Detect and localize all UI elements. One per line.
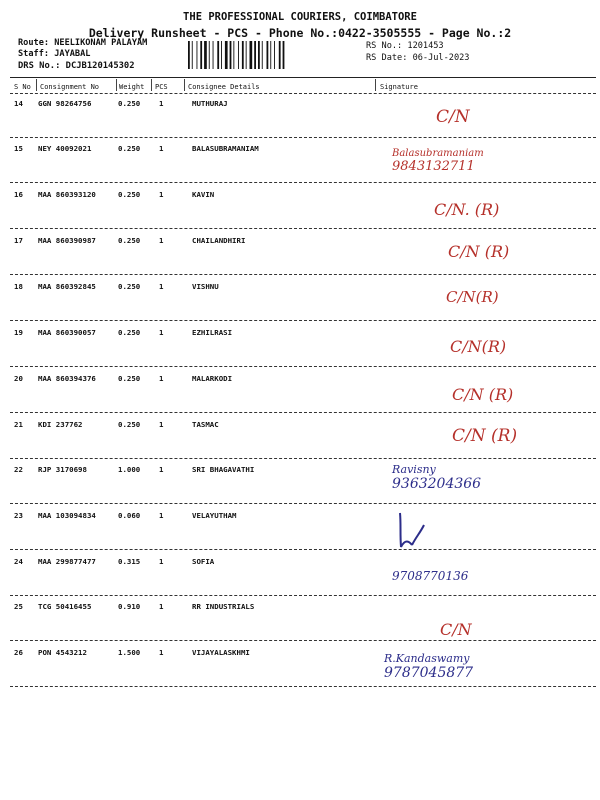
- rs-number: RS No.: 1201453: [366, 41, 444, 51]
- row-consignee: VIJAYALASKHMI: [192, 648, 250, 657]
- signature-name: Ravisny: [392, 463, 436, 476]
- row-consignment-no: RJP 3170698: [38, 465, 87, 474]
- row-sno: 16: [14, 190, 23, 199]
- runsheet-subtitle: Delivery Runsheet - PCS - Phone No.:0422-3505555 - Page No.:2: [88, 26, 512, 40]
- row-weight: 0.250: [118, 420, 141, 429]
- table-row: [0, 236, 600, 282]
- table-row: [0, 557, 600, 603]
- row-consignee: CHAILANDHIRI: [192, 236, 246, 245]
- barcode-bar: [262, 41, 263, 69]
- row-consignee: TASMAC: [192, 420, 219, 429]
- row-sno: 19: [14, 328, 23, 337]
- row-divider: [10, 137, 596, 138]
- table-row: [0, 602, 600, 648]
- row-signature: C/N(R): [450, 337, 507, 356]
- row-sno: 17: [14, 236, 23, 245]
- row-sno: 20: [14, 374, 23, 383]
- col-consignment: Consignment No: [40, 83, 100, 91]
- row-divider: [10, 366, 596, 367]
- barcode-bar: [188, 41, 190, 69]
- table-row: [0, 374, 600, 420]
- row-weight: 0.910: [118, 602, 141, 611]
- row-pcs: 1: [159, 511, 164, 520]
- row-consignee: VISHNU: [192, 282, 219, 291]
- row-divider: [10, 182, 596, 183]
- row-divider: [10, 640, 596, 641]
- row-weight: 0.250: [118, 99, 141, 108]
- row-weight: 0.250: [118, 144, 141, 153]
- barcode-bar: [230, 41, 232, 69]
- row-consignment-no: NEY 40092021: [38, 144, 92, 153]
- signature-phone: 9843132711: [392, 159, 475, 174]
- row-pcs: 1: [159, 99, 164, 108]
- row-signature: [392, 148, 484, 174]
- row-divider: [10, 458, 596, 459]
- signature-phone: 9363204366: [392, 476, 482, 492]
- col-signature: Signature: [380, 83, 418, 91]
- row-consignee: KAVIN: [192, 190, 215, 199]
- row-pcs: 1: [159, 328, 164, 337]
- row-pcs: 1: [159, 190, 164, 199]
- table-row: [0, 190, 600, 236]
- row-pcs: 1: [159, 236, 164, 245]
- row-divider: [10, 503, 596, 504]
- barcode-bar: [242, 41, 244, 69]
- barcode-bar: [204, 41, 207, 69]
- barcode-bar: [246, 41, 247, 69]
- row-signature: C/N. (R): [434, 200, 500, 219]
- row-consignment-no: MAA 299877477: [38, 557, 96, 566]
- table-row: [0, 511, 600, 557]
- row-consignment-no: MAA 860390057: [38, 328, 96, 337]
- row-sno: 24: [14, 557, 23, 566]
- barcode-bar: [197, 41, 198, 69]
- row-weight: 0.315: [118, 557, 141, 566]
- barcode: [188, 41, 348, 69]
- row-pcs: 1: [159, 602, 164, 611]
- row-sno: 22: [14, 465, 23, 474]
- barcode-bar: [200, 41, 202, 69]
- col-weight: Weight: [119, 83, 145, 91]
- row-signature: 9708770136: [392, 569, 469, 583]
- row-sno: 14: [14, 99, 23, 108]
- row-consignment-no: TCG 50416455: [38, 602, 92, 611]
- barcode-bar: [225, 41, 228, 69]
- row-weight: 1.500: [118, 648, 141, 657]
- header-top-rule: [10, 77, 596, 78]
- row-sno: 21: [14, 420, 23, 429]
- col-pcs: PCS: [155, 83, 168, 91]
- barcode-bar: [254, 41, 256, 69]
- col-consignee: Consignee Details: [188, 83, 260, 91]
- barcode-bar: [217, 41, 219, 69]
- row-divider: [10, 549, 596, 550]
- row-consignment-no: MAA 860392845: [38, 282, 96, 291]
- row-pcs: 1: [159, 465, 164, 474]
- row-sno: 26: [14, 648, 23, 657]
- row-consignment-no: GGN 98264756: [38, 99, 92, 108]
- col-divider: [151, 79, 152, 91]
- row-pcs: 1: [159, 420, 164, 429]
- barcode-bar: [274, 41, 275, 69]
- row-divider: [10, 686, 596, 687]
- row-sno: 15: [14, 144, 23, 153]
- row-consignee: MUTHURAJ: [192, 99, 228, 108]
- row-pcs: 1: [159, 144, 164, 153]
- col-sno: S No: [14, 83, 31, 91]
- table-row: [0, 99, 600, 145]
- barcode-bar: [267, 41, 269, 69]
- row-divider: [10, 412, 596, 413]
- barcode-bar: [279, 41, 281, 69]
- row-signature: C/N (R): [452, 385, 514, 404]
- company-name: THE PROFESSIONAL COURIERS, COIMBATORE: [183, 11, 417, 23]
- table-row: [0, 420, 600, 466]
- row-signature: [384, 652, 473, 681]
- row-weight: 1.000: [118, 465, 141, 474]
- col-divider: [116, 79, 117, 91]
- barcode-bar: [213, 41, 214, 69]
- row-weight: 0.250: [118, 328, 141, 337]
- col-divider: [184, 79, 185, 91]
- row-sno: 18: [14, 282, 23, 291]
- row-consignment-no: KDI 237762: [38, 420, 83, 429]
- row-consignment-no: MAA 860394376: [38, 374, 96, 383]
- table-row: [0, 465, 600, 511]
- row-pcs: 1: [159, 557, 164, 566]
- row-consignee: MALARKODI: [192, 374, 233, 383]
- row-weight: 0.250: [118, 236, 141, 245]
- barcode-bar: [250, 41, 253, 69]
- row-weight: 0.250: [118, 282, 141, 291]
- row-weight: 0.250: [118, 190, 141, 199]
- barcode-bar: [238, 41, 239, 69]
- row-consignee: EZHILRASI: [192, 328, 233, 337]
- row-consignment-no: MAA 860390987: [38, 236, 96, 245]
- table-row: [0, 282, 600, 328]
- barcode-bar: [221, 41, 222, 69]
- table-row: [0, 648, 600, 694]
- barcode-bar: [258, 41, 260, 69]
- row-consignment-no: PON 4543212: [38, 648, 87, 657]
- row-divider: [10, 320, 596, 321]
- header-bottom-rule: [10, 93, 596, 94]
- row-signature: C/N (R): [452, 426, 518, 446]
- row-pcs: 1: [159, 282, 164, 291]
- row-consignment-no: MAA 860393120: [38, 190, 96, 199]
- col-divider: [375, 79, 376, 91]
- row-signature: C/N(R): [446, 288, 499, 306]
- row-divider: [10, 274, 596, 275]
- staff-label: Staff: JAYABAL: [18, 49, 91, 59]
- signature-phone: 9787045877: [384, 665, 474, 681]
- rs-date: RS Date: 06-Jul-2023: [366, 53, 470, 63]
- table-row: [0, 144, 600, 190]
- signature-name: R.Kandaswamy: [384, 652, 470, 665]
- barcode-bar: [209, 41, 210, 69]
- route-label: Route: NEELIKONAM PALAYAM: [18, 38, 148, 48]
- row-consignee: SOFIA: [192, 557, 215, 566]
- row-pcs: 1: [159, 374, 164, 383]
- barcode-bar: [270, 41, 271, 69]
- row-pcs: 1: [159, 648, 164, 657]
- table-row: [0, 328, 600, 374]
- row-divider: [10, 595, 596, 596]
- row-sno: 23: [14, 511, 23, 520]
- drs-number: DRS No.: DCJB120145302: [18, 61, 135, 71]
- row-consignee: BALASUBRAMANIAM: [192, 144, 259, 153]
- col-divider: [36, 79, 37, 91]
- row-signature: C/N: [436, 107, 470, 127]
- row-consignment-no: MAA 103094834: [38, 511, 96, 520]
- barcode-bar: [283, 41, 285, 69]
- row-signature: C/N: [440, 620, 472, 639]
- barcode-bar: [233, 41, 234, 69]
- row-signature: [392, 463, 481, 492]
- row-consignee: VELAYUTHAM: [192, 511, 237, 520]
- row-weight: 0.060: [118, 511, 141, 520]
- row-consignee: RR INDUSTRIALS: [192, 602, 255, 611]
- row-consignee: SRI BHAGAVATHI: [192, 465, 255, 474]
- row-weight: 0.250: [118, 374, 141, 383]
- barcode-bar: [192, 41, 193, 69]
- row-divider: [10, 228, 596, 229]
- row-sno: 25: [14, 602, 23, 611]
- row-signature: C/N (R): [448, 242, 510, 261]
- signature-name: Balasubramaniam: [392, 148, 484, 159]
